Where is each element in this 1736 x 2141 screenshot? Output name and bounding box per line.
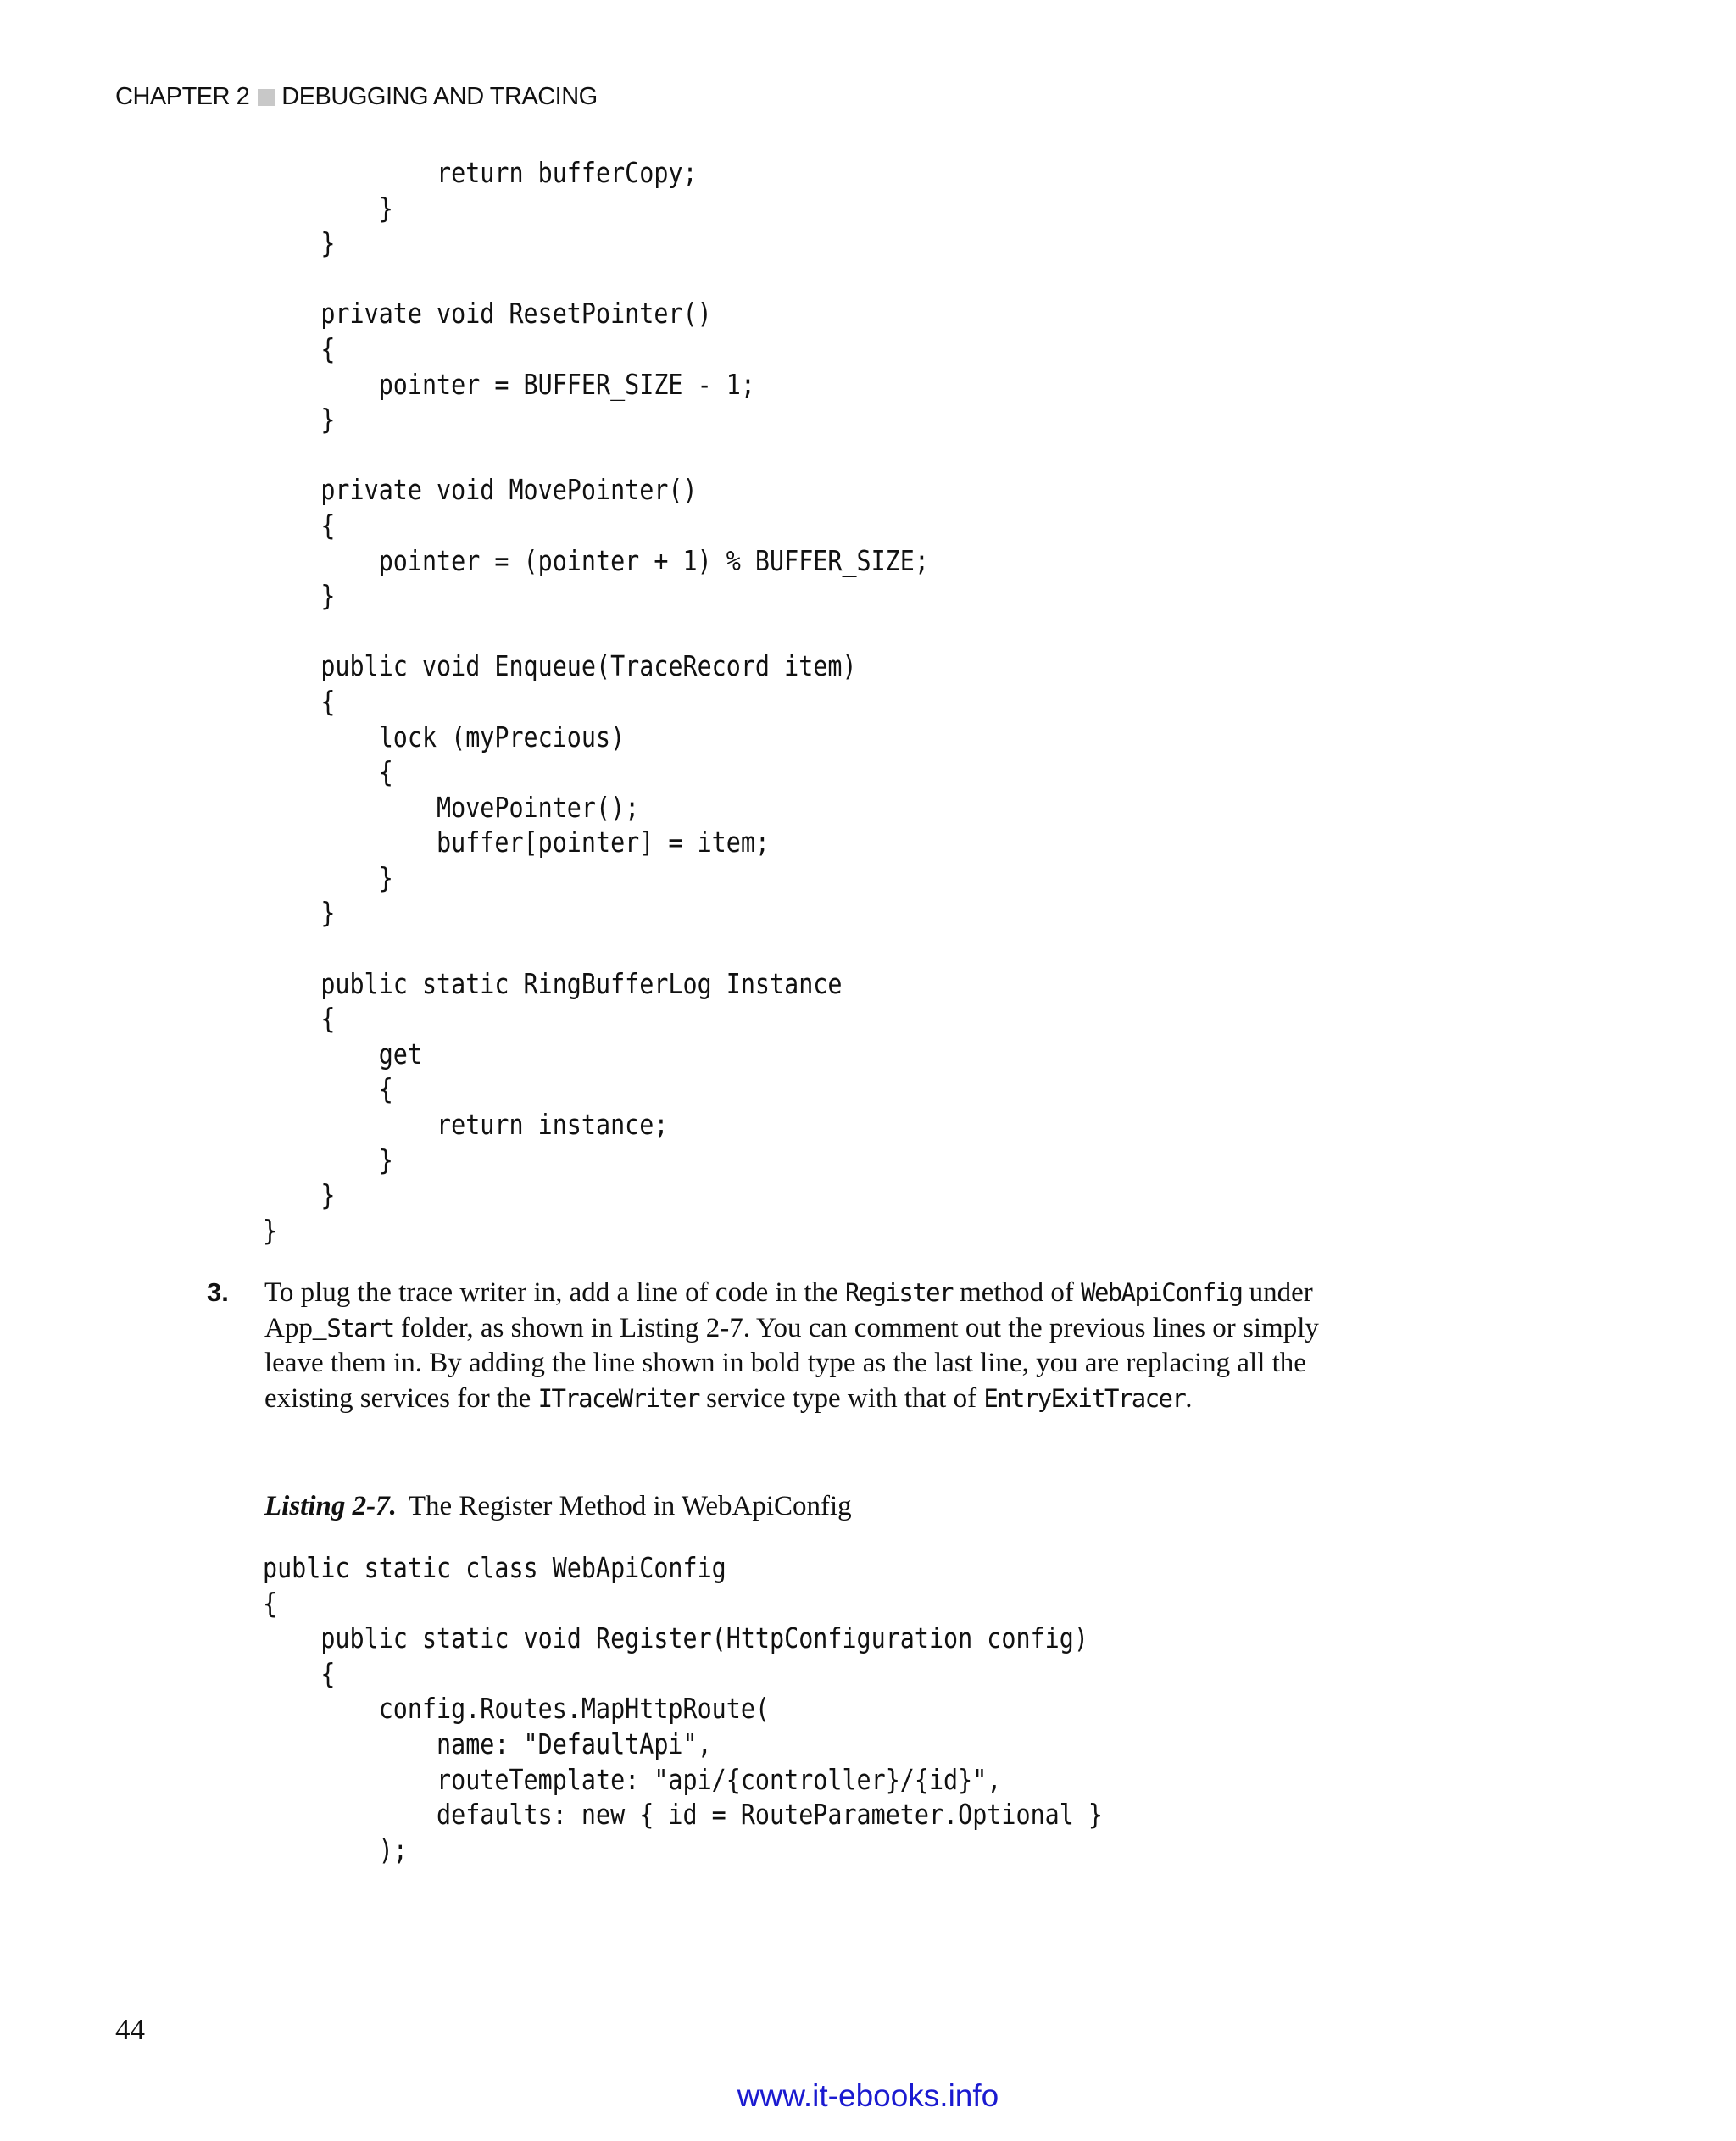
- step-text-3: under App_: [264, 1277, 1313, 1343]
- inline-code-start: Start: [326, 1313, 394, 1343]
- step-paragraph: [264, 1276, 1341, 1416]
- inline-code-register: Register: [844, 1278, 953, 1307]
- listing-caption: [264, 1491, 852, 1522]
- chapter-label: CHAPTER 2: [115, 83, 250, 110]
- step-text-4: folder, as shown in Listing 2-7. You can comment out the previous lines or simply leave them in. By adding the line shown in bold type as the last line, you are replacing all the existing services for the: [264, 1312, 1319, 1414]
- step-number: 3.: [207, 1277, 229, 1307]
- code-block-webapiconfig: public static class WebApiConfig { public static void Register(HttpConfiguration config) { config.Routes.MapHttpRoute( name: "DefaultApi", routeTemplate: "api/{controller}/{id}", defaults: new { id = RouteParameter.Optional } );: [263, 1551, 1104, 1866]
- running-head: [115, 81, 598, 112]
- separator-square-icon: [258, 89, 275, 106]
- step-text-2: method of: [952, 1277, 1082, 1308]
- code-block-ring-buffer: return bufferCopy; } } private void ResetPointer() { pointer = BUFFER_SIZE - 1; } private void MovePointer() { pointer = (pointer + 1) % BUFFER_SIZE; } public void Enqueue(TraceRecord item) { lock (myPrecious) { MovePointer(); buffer[pointer] = item; } } public static RingBufferLog Instance { get { return instance; } } }: [263, 156, 929, 1247]
- footer-website-link[interactable]: www.it-ebooks.info: [737, 2078, 999, 2113]
- listing-label: Listing 2-7.: [264, 1491, 397, 1521]
- listing-title: The Register Method in WebApiConfig: [408, 1491, 852, 1521]
- step-text-5: service type with that of: [698, 1382, 984, 1414]
- inline-code-itracewriter: ITraceWriter: [537, 1383, 699, 1413]
- inline-code-webapiconfig: WebApiConfig: [1081, 1278, 1243, 1307]
- inline-code-entryexittracer: EntryExitTracer: [983, 1383, 1186, 1413]
- page-number: 44: [115, 2013, 145, 2046]
- step-text-1: To plug the trace writer in, add a line of code in the: [264, 1277, 845, 1308]
- chapter-title: DEBUGGING AND TRACING: [281, 83, 598, 110]
- step-text-6: .: [1185, 1382, 1193, 1414]
